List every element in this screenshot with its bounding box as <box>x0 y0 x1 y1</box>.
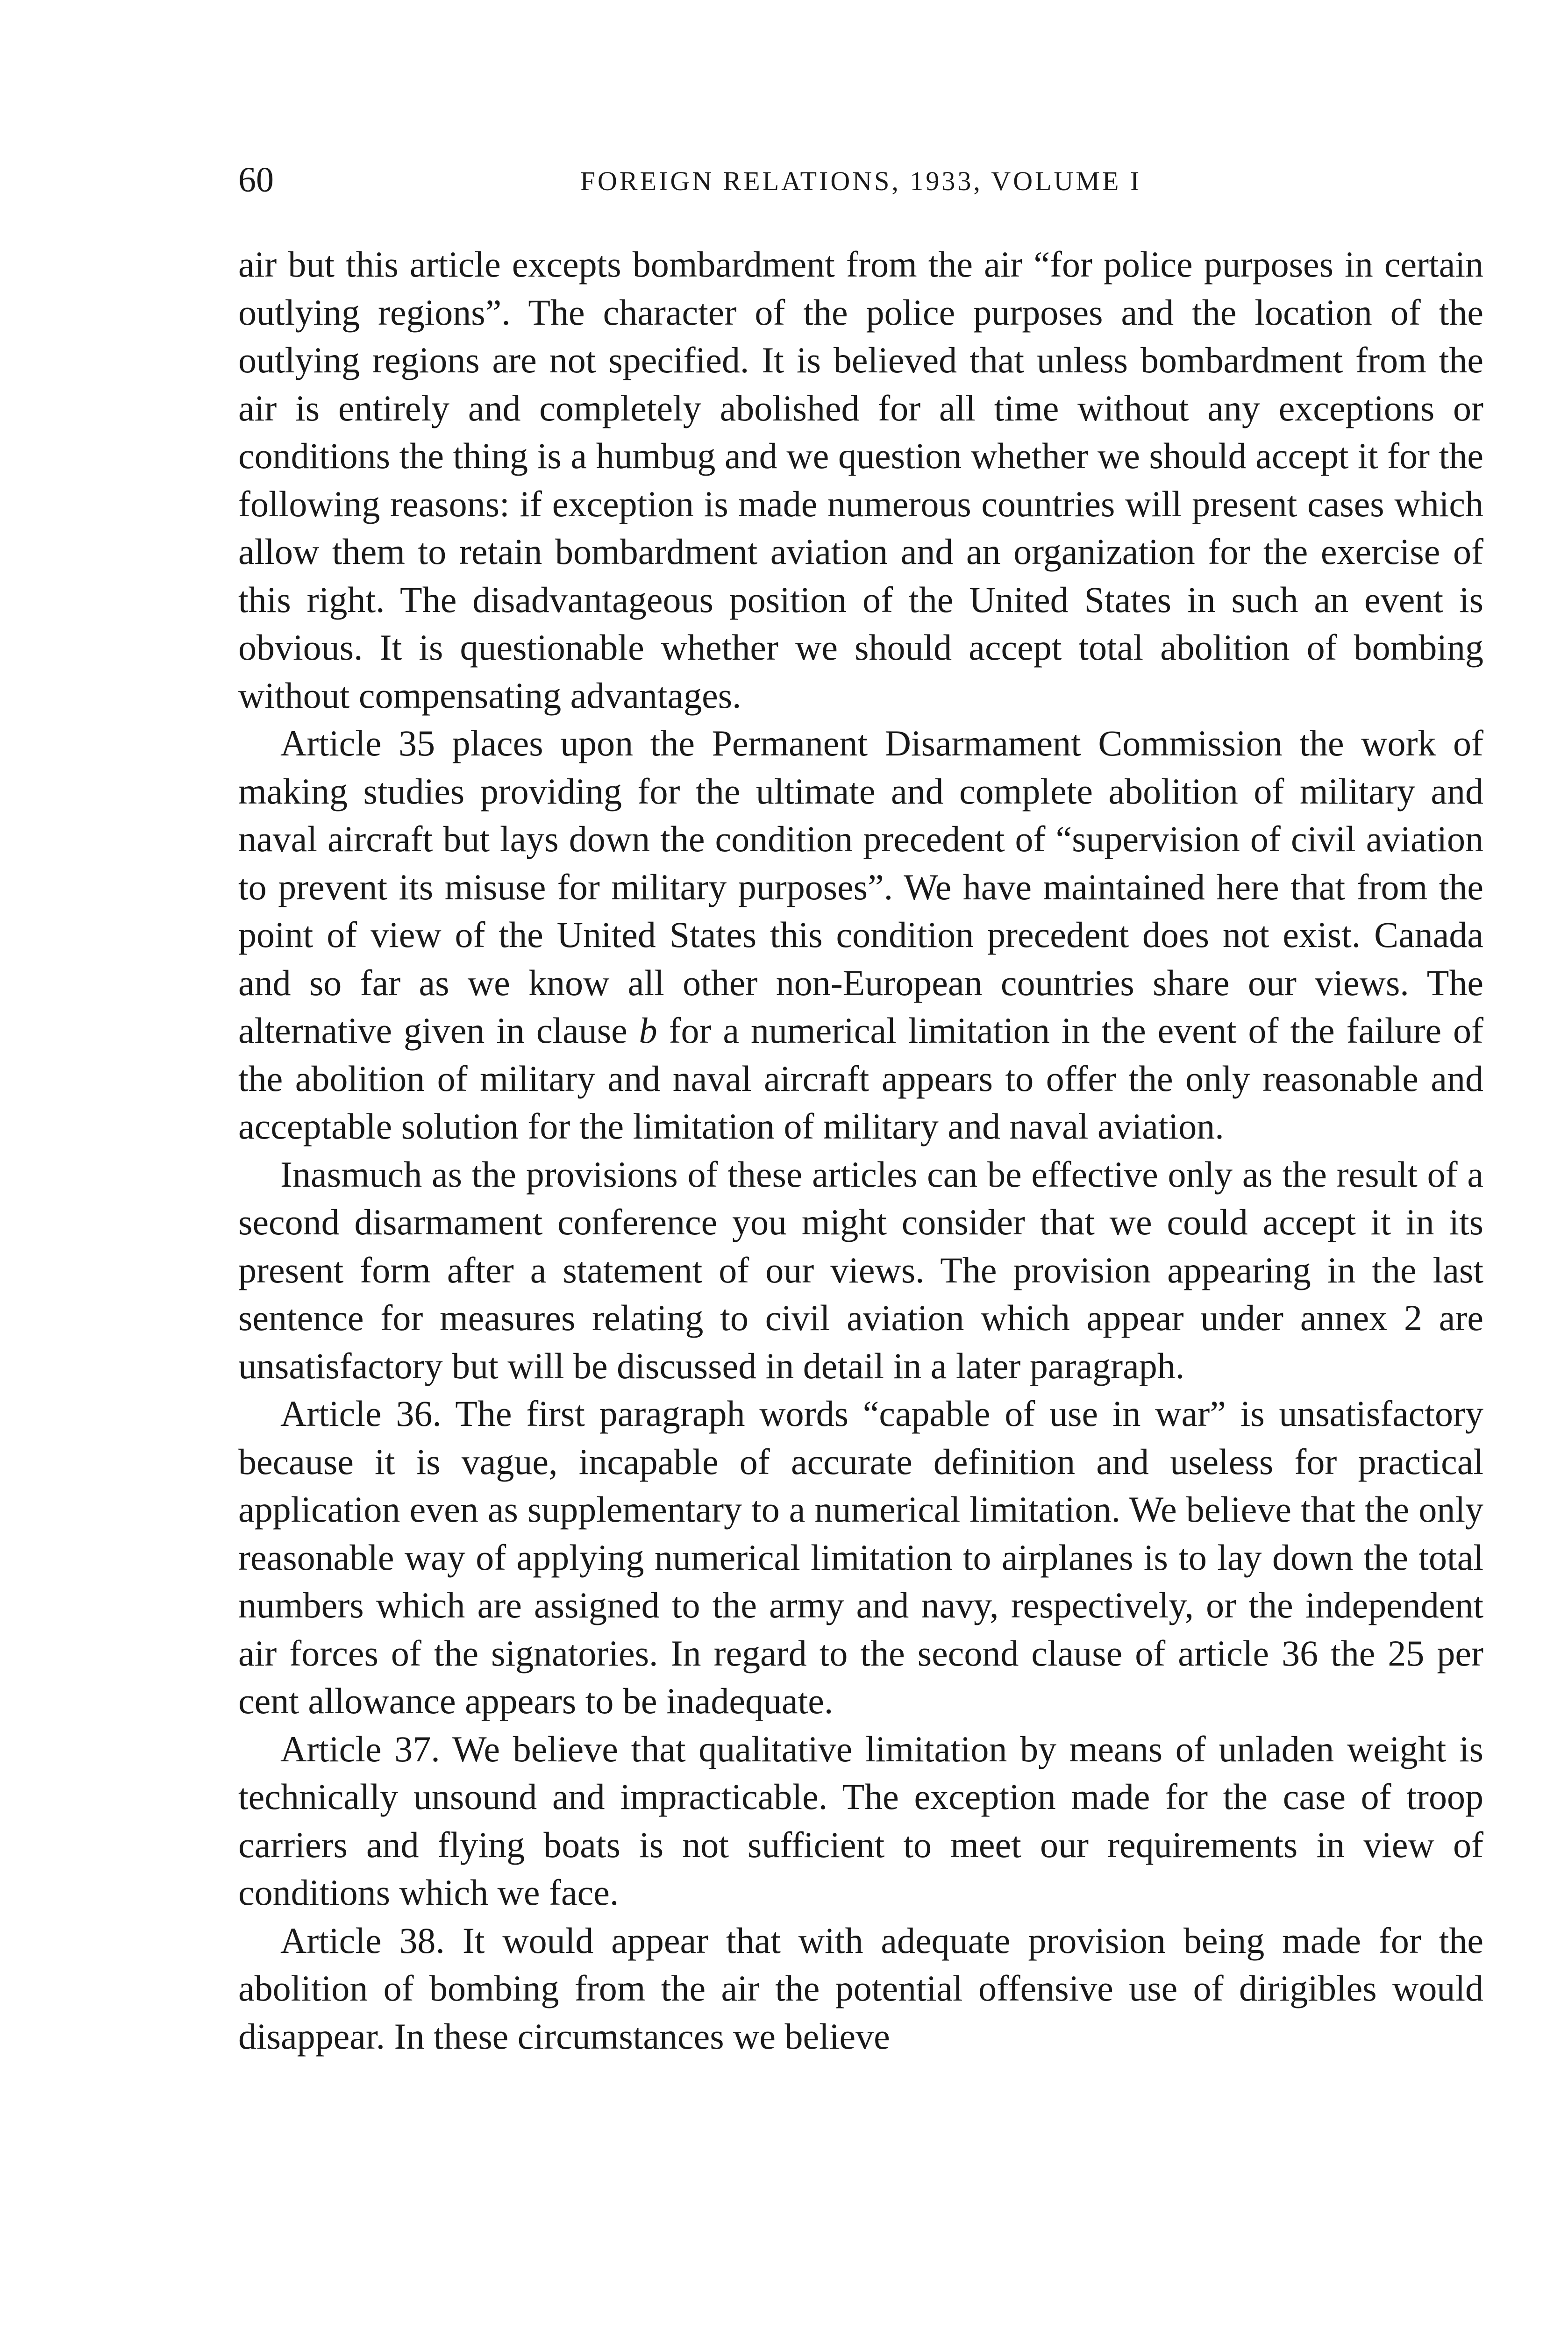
document-page <box>238 157 1483 2060</box>
paragraph-2-text: Article 35 places upon the Permanent Disarmament Commission the work of making studies providing for the ultimate and complete abolition of military and naval aircraft but lays down the condition precedent of “supervision of civil aviation to prevent its misuse for military purposes”. We have maintained here that from the point of view of the United States this condition precedent does not exist. Canada and so far as we know all other non-European countries share our views. The alternative given in clause <box>238 723 1483 1051</box>
paragraph-1-text: air but this article excepts bombardment from the air “for police purposes in certain outlying regions”. The character of the police purposes and the location of the outlying regions are not specified. It is believed that unless bombardment from the air is entirely and completely abolished for all time without any exceptions or conditions the thing is a humbug and we question whether we should accept it for the following reasons: if exception is made numerous countries will present cases which allow them to retain bombardment aviation and an organization for the exercise of this right. The disadvantageous position of the United States in such an event is obvious. It is questionable whether we should accept total abolition of bombing without compensating advantages. <box>238 244 1483 716</box>
paragraph-4 <box>238 1390 1483 1725</box>
paragraph-5 <box>238 1725 1483 1917</box>
paragraph-6-text: Article 38. It would appear that with adequate provision being made for the abolition of bombing from the air the potential offensive use of dirigibles would disappear. In these circumstances we believe <box>238 1920 1483 2057</box>
page-number: 60 <box>238 160 274 199</box>
paragraph-3 <box>238 1151 1483 1390</box>
page-header <box>238 157 1483 213</box>
paragraph-5-text: Article 37. We believe that qualitative limitation by means of unladen weight is technically unsound and impracticable. The exception made for the case of troop carriers and flying boats is not sufficient to meet our requirements in view of conditions which we face. <box>238 1728 1483 1913</box>
paragraph-3-text: Inasmuch as the provisions of these articles can be effective only as the result of a second disarmament conference you might consider that we could accept it in its present form after a statement of our views. The provision appearing in the last sentence for measures relating to civil aviation which appear under annex 2 are unsatisfactory but will be discussed in detail in a later paragraph. <box>238 1154 1483 1386</box>
paragraph-6 <box>238 1917 1483 2061</box>
paragraph-2 <box>238 719 1483 1151</box>
body-text <box>238 241 1483 2060</box>
paragraph-2-text-after: for a numerical limitation in the event of the failure of the abolition of military and naval aircraft appears to offer the only reasonable and acceptable solution for the limitation of military and naval aviation. <box>238 1010 1483 1147</box>
running-title: FOREIGN RELATIONS, 1933, VOLUME I <box>580 166 1142 196</box>
paragraph-1 <box>238 241 1483 719</box>
paragraph-4-text: Article 36. The first paragraph words “capable of use in war” is unsatisfactory because it is vague, incapable of accurate definition and useless for practical application even as supplementary to a numerical limitation. We believe that the only reasonable way of applying numerical limitation to airplanes is to lay down the total numbers which are assigned to the army and navy, respectively, or the independent air forces of the signatories. In regard to the second clause of article 36 the 25 per cent allowance appears to be inadequate. <box>238 1393 1483 1721</box>
paragraph-2-italic-clause: b <box>639 1010 657 1051</box>
